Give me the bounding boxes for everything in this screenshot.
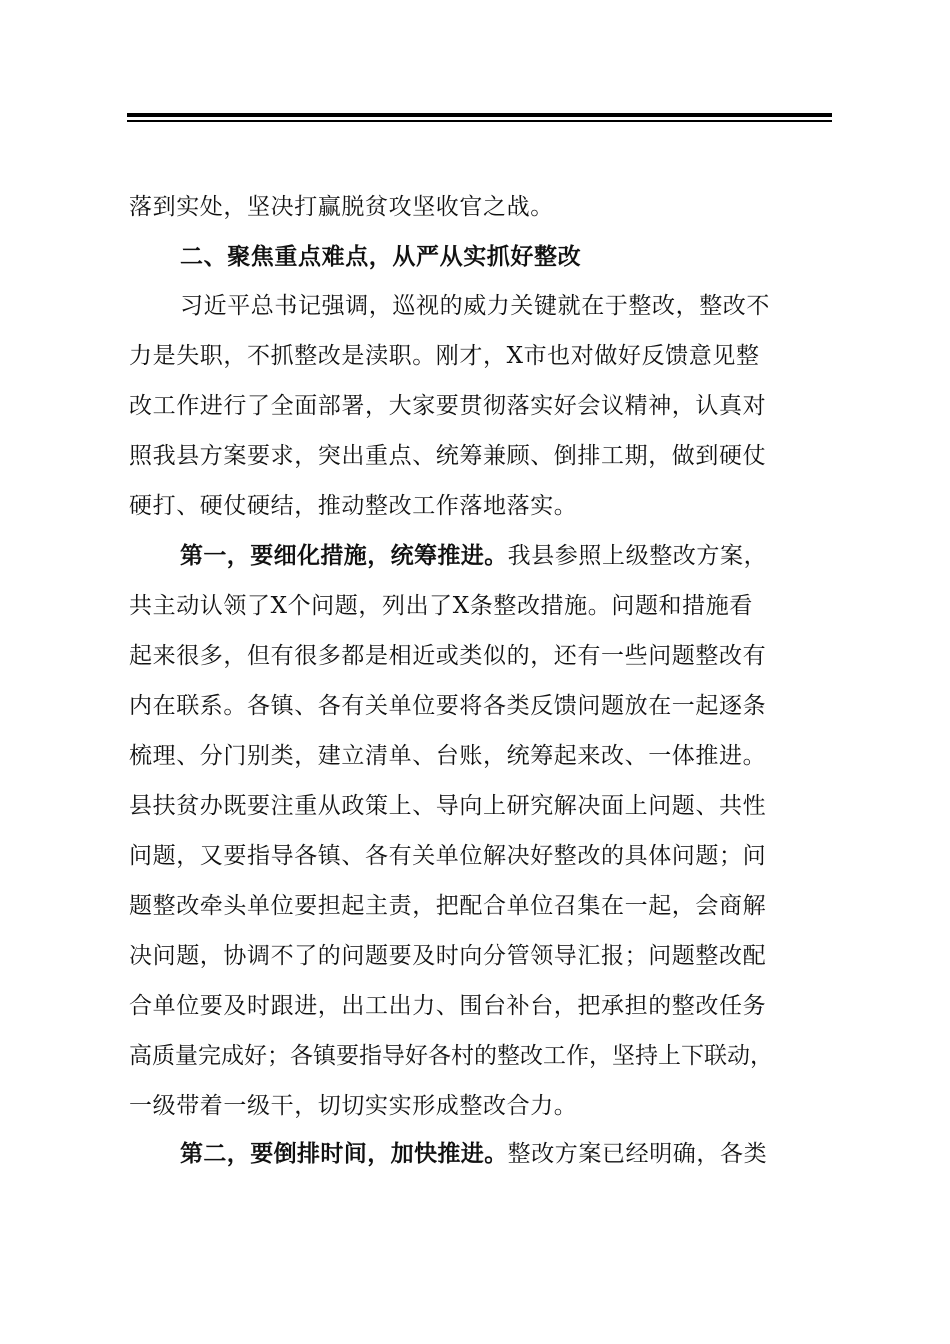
paragraph-line: 改工作进行了全面部署，大家要贯彻落实好会议精神，认真对 bbox=[129, 393, 767, 419]
header-rule-thin bbox=[127, 120, 832, 122]
paragraph-line: 落到实处，坚决打赢脱贫攻坚收官之战。 bbox=[129, 194, 554, 220]
paragraph-line: 梳理、分门别类，建立清单、台账，统筹起来改、一体推进。 bbox=[129, 743, 767, 769]
paragraph-line: 题整改牵头单位要担起主责，把配合单位召集在一起，会商解 bbox=[129, 893, 767, 919]
paragraph-line: 力是失职，不抓整改是渎职。刚才，X市也对做好反馈意见整 bbox=[129, 343, 760, 369]
paragraph-line bbox=[0, 541, 950, 571]
paragraph-line: 高质量完成好；各镇要指导好各村的整改工作，坚持上下联动， bbox=[129, 1043, 773, 1069]
paragraph-line: 硬打、硬仗硬结，推动整改工作落地落实。 bbox=[129, 493, 578, 519]
paragraph-lead: 第一，要细化措施，统筹推进。 bbox=[180, 543, 508, 569]
paragraph-line: 内在联系。各镇、各有关单位要将各类反馈问题放在一起逐条 bbox=[129, 693, 767, 719]
paragraph-line bbox=[0, 1139, 950, 1169]
paragraph-text: 我县参照上级整改方案， bbox=[507, 543, 768, 569]
paragraph-line: 习近平总书记强调，巡视的威力关键就在于整改，整改不 bbox=[180, 293, 770, 319]
paragraph-line: 县扶贫办既要注重从政策上、导向上研究解决面上问题、共性 bbox=[129, 793, 767, 819]
paragraph-line: 照我县方案要求，突出重点、统筹兼顾、倒排工期，做到硬仗 bbox=[129, 443, 767, 469]
paragraph-line: 一级带着一级干，切切实实形成整改合力。 bbox=[129, 1093, 578, 1119]
header-rule-thick bbox=[127, 113, 832, 117]
paragraph-line: 起来很多，但有很多都是相近或类似的，还有一些问题整改有 bbox=[129, 643, 767, 669]
paragraph-line: 问题，又要指导各镇、各有关单位解决好整改的具体问题；问 bbox=[129, 843, 767, 869]
paragraph-text: 整改方案已经明确，各类 bbox=[507, 1141, 768, 1167]
paragraph-lead: 第二，要倒排时间，加快推进。 bbox=[180, 1141, 508, 1167]
paragraph-line: 合单位要及时跟进，出工出力、围台补台，把承担的整改任务 bbox=[129, 993, 767, 1019]
paragraph-line: 共主动认领了X个问题，列出了X条整改措施。问题和措施看 bbox=[129, 593, 753, 619]
paragraph-line: 决问题，协调不了的问题要及时向分管领导汇报；问题整改配 bbox=[129, 943, 767, 969]
section-heading: 二、聚焦重点难点，从严从实抓好整改 bbox=[180, 244, 582, 270]
